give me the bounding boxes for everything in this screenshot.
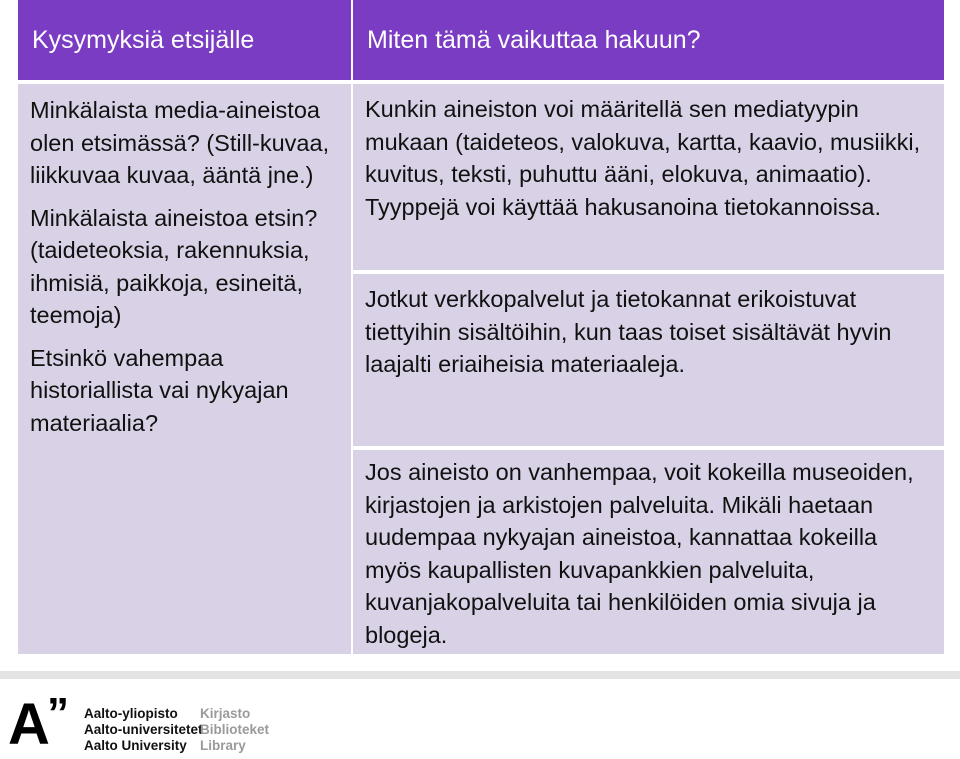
footer-divider	[0, 671, 960, 679]
aalto-logo-letter: A	[8, 692, 50, 757]
answer-media-type: Kunkin aineiston voi määritellä sen mediatyypin mukaan (taideteos, valokuva, kartta, kaavio, musiikki, kuvitus, teksti, puhuttu ääni, elokuva, animaatio). Tyyppejä voi käyttää hakusanoina tietokannoissa.	[365, 96, 921, 220]
logo-university-sv: Aalto-universitetet	[84, 722, 203, 737]
questions-cell	[18, 84, 351, 654]
question-age: Etsinkö vahempaa historiallista vai nykyajan materiaalia?	[30, 344, 289, 436]
answer-age-cell	[353, 450, 944, 654]
answer-media-type-cell	[353, 84, 944, 270]
header-effect-text: Miten tämä vaikuttaa hakuun?	[367, 25, 701, 54]
question-media-type: Minkälaista media-aineistoa olen etsimässä? (Still-kuvaa, liikkuvaa kuvaa, ääntä jne.)	[30, 97, 330, 188]
logo-row-sv	[84, 722, 269, 738]
logo-library-sv: Biblioteket	[200, 722, 270, 737]
answer-material-type-cell	[353, 274, 944, 446]
question-material-type: Minkälaista aineistoa etsin? (taideteoksia, rakennuksia, ihmisiä, paikkoja, esineitä, teemoja)	[30, 204, 318, 328]
logo-university-en: Aalto University	[84, 738, 187, 753]
aalto-logo-quote: ”	[47, 689, 69, 738]
answer-material-type: Jotkut verkkopalvelut ja tietokannat erikoistuvat tiettyihin sisältöihin, kun taas toiset sisältävät hyvin laajalti eriaiheisia materiaaleja.	[365, 286, 892, 377]
aalto-library-logo	[8, 689, 270, 757]
logo-row-fi	[84, 706, 269, 722]
logo-library-fi: Kirjasto	[200, 706, 251, 721]
logo-university-fi: Aalto-yliopisto	[84, 706, 178, 721]
header-questions-text: Kysymyksiä etsijälle	[32, 25, 255, 54]
logo-row-en	[84, 738, 269, 754]
header-questions	[18, 0, 351, 80]
answer-age: Jos aineisto on vanhempaa, voit kokeilla museoiden, kirjastojen ja arkistojen palveluita. Mikäli haetaan uudempaa nykyajan aineistoa, kannattaa kokeilla myös kaupallisten kuvapankkien palveluita, kuvanjakopalveluita tai henkilöiden omia sivuja ja blogeja.	[365, 459, 914, 648]
logo-library-en: Library	[200, 738, 246, 753]
aalto-logo-mark	[8, 689, 72, 757]
aalto-logo-text	[84, 706, 269, 754]
header-effect	[353, 0, 944, 80]
